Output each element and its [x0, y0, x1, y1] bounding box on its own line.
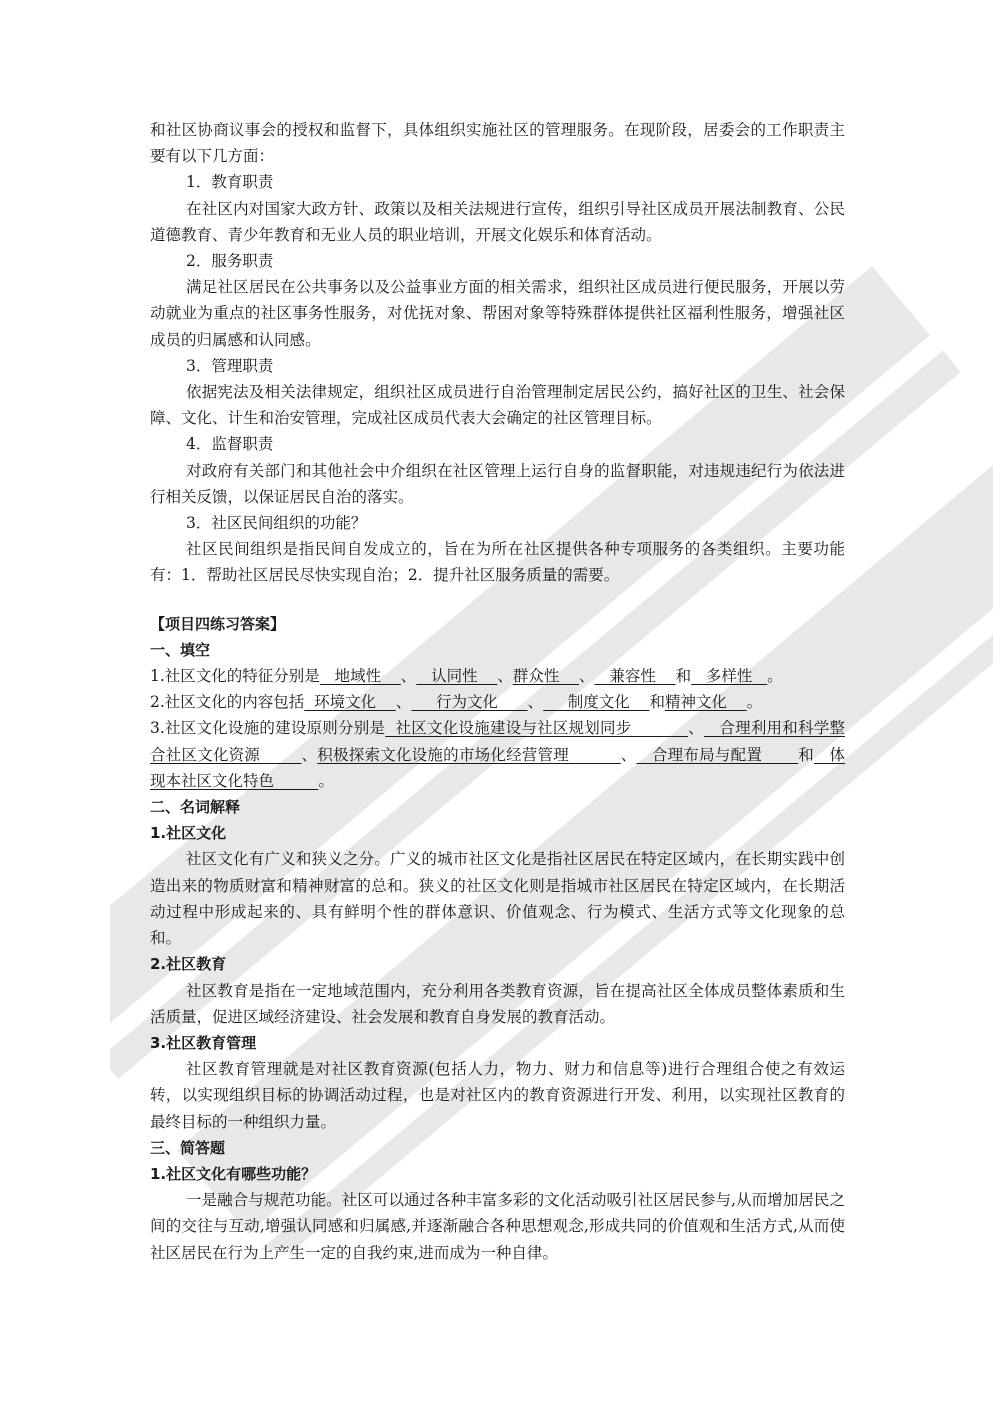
duty-3-title: 3．管理职责 [186, 356, 274, 375]
fill-2-answer-a: 环境文化 [304, 693, 396, 712]
short-answer-heading: 三、简答题 [150, 1138, 226, 1157]
fill-3-sep-2: 、 [301, 745, 318, 764]
fill-2-sep-2: 、 [527, 693, 544, 712]
fill-2-answer-d: 精神文化 [664, 693, 747, 712]
intro-paragraph: 和社区协商议事会的授权和监督下，具体组织实施社区的管理服务。在现阶段，居委会的工作职责主要有以下几方面： [150, 121, 845, 166]
fill-1-prefix: 1.社区文化的特征分别是 [150, 667, 320, 686]
duty-2-text: 满足社区居民在公共事务以及公益事业方面的相关需求，组织社区成员进行便民服务，开展以劳动就业为重点的社区事务性服务，对优抚对象、帮困对象等特殊群体提供社区福利性服务，增强社区成员的归属感和认同感。 [150, 278, 845, 349]
fill-3-answer-c: 积极探索文化设施的市场化经营管理 [317, 745, 621, 764]
duty-1-title: 1．教育职责 [186, 173, 274, 192]
fill-1-answer-e: 多样性 [691, 667, 768, 686]
term-3-text: 社区教育管理就是对社区教育资源(包括人力，物力、财力和信息等)进行合理组合使之有效运转，以实现组织目标的协调活动过程，也是对社区内的教育资源进行开发、利用，以实现社区教育的最终目标的一种组织力量。 [150, 1060, 845, 1131]
document-page [150, 117, 845, 1266]
duty-1-text: 在社区内对国家大政方针、政策以及相关法规进行宣传，组织引导社区成员开展法制教育、公民道德教育、青少年教育和无业人员的职业培训，开展文化娱乐和体育活动。 [150, 199, 845, 244]
question-3-title: 3．社区民间组织的功能？ [186, 514, 367, 533]
duty-3-text: 依据宪法及相关法律规定，组织社区成员进行自治管理制定居民公约，搞好社区的卫生、社会保障、文化、计生和治安管理，完成社区成员代表大会确定的社区管理目标。 [150, 383, 845, 428]
fill-3-sep-1: 、 [688, 719, 704, 738]
fill-2-sep-1: 、 [395, 693, 412, 712]
term-2-text: 社区教育是指在一定地域范围内，充分利用各类教育资源，旨在提高社区全体成员整体素质和生活质量，促进区域经济建设、社会发展和教育自身发展的教育活动。 [150, 981, 845, 1026]
fill-1-end: 。 [767, 667, 783, 686]
fill-1-sep-4: 和 [675, 667, 692, 686]
term-3-title: 3.社区教育管理 [150, 1033, 257, 1052]
short-1-text: 一是融合与规范功能。社区可以通过各种丰富多彩的文化活动吸引社区居民参与,从而增加居民之间的交往与互动,增强认同感和归属感,并逐渐融合各种思想观念,形成共同的价值观和生活方式,从而使社区居民在行为上产生一定的自我约束,进而成为一种自律。 [150, 1191, 845, 1262]
fill-1-sep-3: 、 [579, 667, 595, 686]
fill-2-end: 。 [746, 693, 763, 712]
question-3-answer: 社区民间组织是指民间自发成立的，旨在为所在社区提供各种专项服务的各类组织。主要功能有：1．帮助社区居民尽快实现自治；2．提升社区服务质量的需要。 [150, 540, 845, 585]
duty-4-title: 4．监督职责 [186, 435, 274, 454]
fill-3-answer-b: 合理利用和科学整合社区文化资源 [150, 719, 845, 764]
terms-heading: 二、名词解释 [150, 798, 241, 817]
fill-1-answer-c: 群众性 [512, 667, 580, 686]
fill-item-2 [150, 689, 845, 715]
fill-1-answer-d: 兼容性 [594, 667, 676, 686]
duty-4-text: 对政府有关部门和其他社会中介组织在社区管理上运行自身的监督职能，对违规违纪行为依法进行相关反馈，以保证居民自治的落实。 [150, 461, 845, 506]
fill-2-answer-b: 行为文化 [411, 693, 528, 712]
fill-3-answer-a: 社区文化设施建设与社区规划同步 [385, 719, 689, 738]
fill-item-1 [150, 663, 845, 689]
fill-1-sep-2: 、 [497, 667, 513, 686]
fill-2-prefix: 2.社区文化的内容包括 [150, 693, 305, 712]
fill-1-answer-b: 认同性 [416, 667, 498, 686]
fill-3-prefix: 3.社区文化设施的建设原则分别是 [150, 719, 386, 738]
short-1-title: 1.社区文化有哪些功能？ [150, 1164, 317, 1183]
term-1-text: 社区文化有广义和狭义之分。广义的城市社区文化是指社区居民在特定区域内，在长期实践中创造出来的物质财富和精神财富的总和。狭义的社区文化则是指城市社区居民在特定区域内，在长期活动过程中形成起来的、具有鲜明个性的群体意识、价值观念、行为模式、生活方式等文化现象的总和。 [150, 850, 845, 948]
fill-3-end: 。 [318, 771, 334, 790]
project4-heading: 【项目四练习答案】 [150, 614, 286, 633]
term-1-title: 1.社区文化 [150, 824, 227, 843]
fill-3-answer-d: 合理布局与配置 [636, 745, 799, 764]
fill-2-sep-3: 和 [649, 693, 665, 712]
section-gap [150, 589, 845, 611]
duty-2-title: 2．服务职责 [186, 252, 274, 271]
fill-3-answer-e: 体现本社区文化特色 [150, 745, 845, 790]
fill-3-sep-3: 、 [620, 745, 637, 764]
fill-item-3 [150, 715, 845, 794]
fill-heading: 一、填空 [150, 640, 211, 659]
fill-1-answer-a: 地域性 [319, 667, 401, 686]
term-2-title: 2.社区教育 [150, 955, 227, 974]
fill-2-answer-c: 制度文化 [543, 693, 650, 712]
fill-1-sep-1: 、 [400, 667, 417, 686]
fill-3-sep-4: 和 [798, 745, 814, 764]
